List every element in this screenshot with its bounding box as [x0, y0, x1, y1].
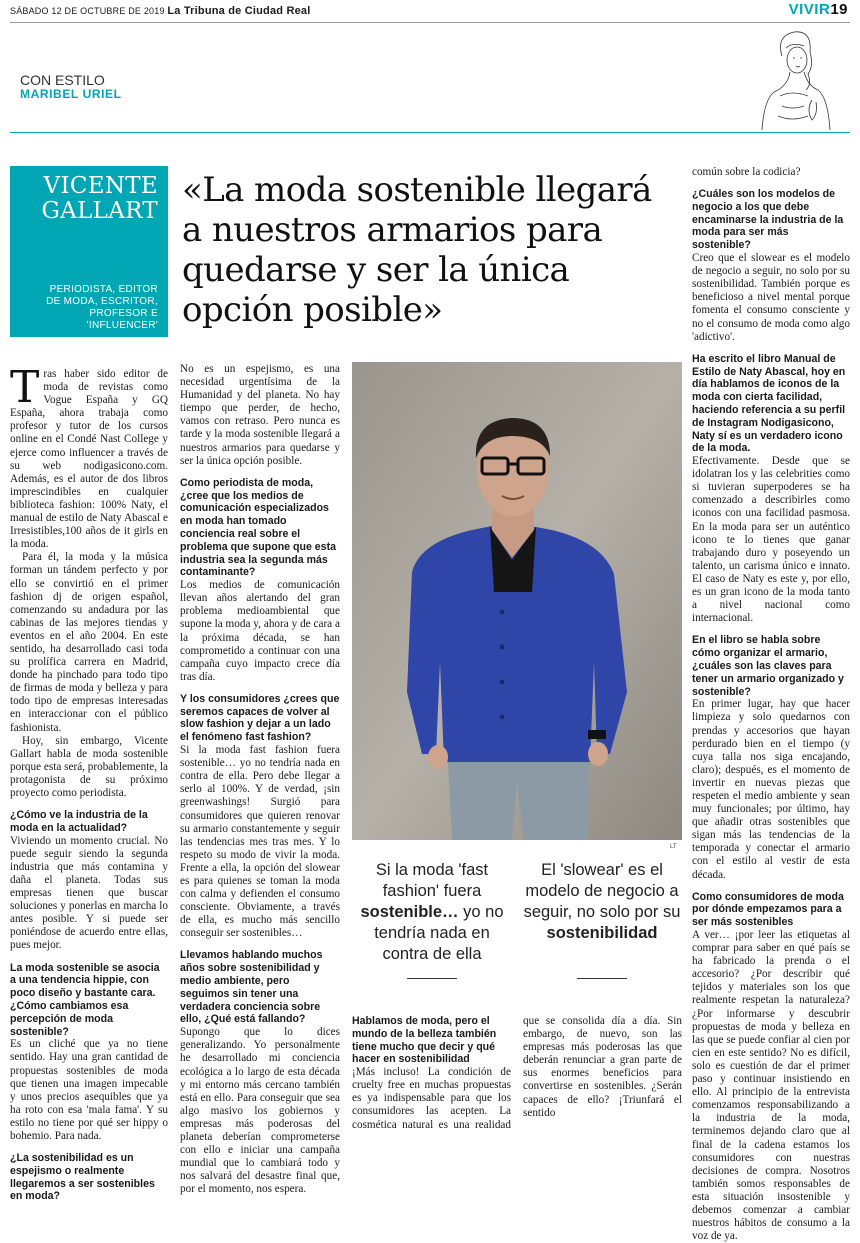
interview-answer: No es un espejismo, es una necesidad urgentísima de la Humanidad y del planeta. No hay tiempo que perder, de hecho, vamos con retraso. Pero nunca es tarde y la moda sostenible llegará a nuestros armarios para quedarse y ser la única opción posible. [180, 363, 340, 467]
top-divider [10, 22, 850, 23]
interview-answer: Es un cliché que ya no tiene sentido. Hay una gran cantidad de propuestas sostenibles de moda que tienen una imagen impecable y unos precios asequibles que ya ha roto con esa 'mala fama'. Y su estilo no tiene por qué ser hippy o bohemio. Para nada. [10, 1038, 168, 1142]
column-header [10, 26, 850, 132]
pull-quote-divider [407, 978, 457, 979]
interviewee-role [46, 284, 158, 332]
article-column-2 [180, 363, 340, 1196]
interview-answer: ¡Más incluso! La condición de cruelty free en muchas propuestas es ya indispensable para que los consumidores las acepten. La cosmética natural es una realidad que se consolida día a día. Sin embargo, de nuevo, son las empresas más poderosas las que deberán renunciar a gran parte de sus enormes beneficios para convertirse en sostenibles. ¿Serán capaces de ello? ¡Triunfará el sentido [352, 1015, 682, 1131]
pull-quote-emphasis: sostenibilidad [546, 924, 658, 942]
interviewee-name [42, 174, 159, 224]
role-line: PROFESOR E [89, 308, 158, 319]
interview-question: ¿La sostenibilidad es un espejismo o realmente llegaremos a ser sostenibles en moda? [10, 1152, 155, 1203]
interview-answer: Los medios de comunicación llevan años alertando del gran problema medioambiental que supone la moda y, ahora y de cara a la próxima década, se han comprometido a continuar con una campaña cuyo impacto crece día tras día. [180, 579, 340, 683]
interview-question: La moda sostenible se asocia a una tendencia hippie, con poco diseño y bastante cara. ¿Cómo cambiamos esa percepción de moda sostenible? [10, 961, 160, 1038]
interviewee-profile [10, 166, 168, 337]
issue-date: SÁBADO 12 DE OCTUBRE DE 2019 [10, 6, 165, 16]
role-line: DE MODA, ESCRITOR, [46, 296, 158, 307]
pull-quote-text: yo no tendría nada en contra de ella [374, 903, 504, 963]
pull-quote [352, 860, 512, 965]
body-paragraph: Hoy, sin embargo, Vicente Gallart habla de moda sostenible porque esta será, probablemente, la protagonista de su próximo proyecto como periodista. [10, 734, 168, 799]
column-kicker: CON ESTILO [20, 72, 105, 88]
newspaper-name: La Tribuna de Ciudad Real [167, 5, 311, 17]
body-paragraph: Para él, la moda y la música forman un tándem perfecto y por ello se convirtió en el primer fashion dj de origen español, comenzando su andadura por las cabinas de las mejores tiendas y eventos en el año 2004. En este sentido, ha desarrollado casi toda su prolífica carrera en Madrid, donde ha pinchado para todo tipo de firmas de moda y belleza y para todo tipo de empresas interesadas en interaccionar con el público fashionista. [10, 551, 168, 734]
pull-quote-text: Si la moda 'fast fashion' fuera [375, 861, 489, 900]
column-author: MARIBEL URIEL [20, 87, 122, 101]
role-line: PERIODISTA, EDITOR [49, 284, 158, 295]
name-line: VICENTE [43, 173, 158, 199]
interview-answer: En primer lugar, hay que hacer limpieza y solo quedarnos con prendas y accesorios que hayan perdurado bien en el tiempo (y cuya talla nos siga encajando, claro); después, es el momento de invertir en nuevas piezas que respeten el medio ambiente y sean muy funcionales; por último, hay que añadir otras sostenibles que sigan más las tendencias de la temporada y conectar el armario con el estilo al vestir de esta década. [692, 698, 850, 881]
drop-cap: T [10, 362, 40, 413]
header-divider [10, 132, 850, 133]
interview-answer: Creo que el slowear es el modelo de negocio a seguir, no solo por su sostenibilidad. También porque es beneficioso a nivel mental porque fomenta el consumo consciente y no el consumo de moda como algo 'adictivo'. [692, 252, 850, 343]
interview-question: ¿Cuáles son los modelos de negocio a los que debe encaminarse la industria de la moda para ser más sostenible? [692, 188, 844, 252]
interview-answer: Viviendo un momento crucial. No puede seguir siendo la segunda industria que más contamina y daña el planeta. Todas sus empresas tienen que buscar soluciones y ponerlas en marcha lo antes posible. Y si puede ser poniéndose de acuerdo entre ellas, pues mejor. [10, 834, 168, 952]
interview-answer: Si la moda fast fashion fuera sostenible… yo no tendría nada en contra de ella. Pero debe llegar a serlo al 100%. Y de verdad, ¡sin greenwashings! Surgió para consumidores que quieren renovar su armario constantemente y seguir las tendencias mes tras mes. Y lo respeto su modo de vivir la moda. Frente a ella, la opción del slowear es para quienes se toman la moda con calma y defienden el consumo consciente. Obviamente, a través de ella, es mucho más sencillo conseguir ser sostenibles… [180, 744, 340, 940]
interview-question: Como consumidores de moda por dónde empezamos para a ser más sostenibles [692, 890, 844, 929]
page-number: 19 [830, 1, 848, 18]
interview-answer: A ver… ¡por leer las etiquetas al comprar para saber en qué país se ha fabricado la prenda o el accesorio? ¿Por describir qué tejidos y materiales son los que realmente respetan la naturaleza? ¿Por informarse y descubrir propuestas de moda y belleza en las que se puede confiar al cien por cien en este sentido? No es difícil, solo es cuestión de dar el primer paso y continuar insistiendo en ello. Al principio de la entrevista comenzamos responsabilizando a la industria de la moda, terminemos dejando claro que al final de la cadena estamos los consumidores con nuestras decisiones de compra. Nosotros también somos responsables de esta situación insostenible y debemos comenzar a cambiar nuestros hábitos de consumo a la voz de ya. [692, 929, 850, 1243]
photo-credit: LT [670, 844, 677, 850]
interview-question: Hablamos de moda, pero el mundo de la belleza también tiene mucho que decir y qué hacer en sostenibilidad [352, 1015, 497, 1066]
article-column-4 [692, 166, 850, 1243]
pull-quote-divider [577, 978, 627, 979]
interview-answer: común sobre la codicia? [692, 166, 801, 178]
pull-quote-text: El 'slowear' es el modelo de negocio a seguir, no solo por su [523, 861, 681, 921]
name-line: GALLART [41, 198, 158, 224]
interview-question: Ha escrito el libro Manual de Estilo de Naty Abascal, hoy en día hablamos de iconos de la moda con cierta facilidad, haciendo referencia a su perfil de Instagram Nodigasicono, Naty sí es un verdadero icono de la moda. [692, 352, 846, 455]
section-label [789, 1, 848, 18]
interview-question: Como periodista de moda, ¿cree que los medios de comunicación especializados en moda han tomado conciencia real sobre el problema que supone que esta industria sea la segunda más contaminante? [180, 476, 336, 579]
masthead-date-line [10, 5, 311, 17]
interview-question: ¿Cómo ve la industria de la moda en la actualidad? [10, 809, 148, 834]
article-column-1 [10, 362, 168, 1203]
interview-answer: Efectivamente. Desde que se idolatran los y las celebrities como si tuvieran superpoderes se ha comenzado a describirles como iconos con una facilidad pasmosa. En la moda para ser un auténtico icono te lo tienes que ganar trabajando duro y poseyendo un talento, un carisma único e innato. El caso de Naty es este y, por ello, es un gran icono de la moda tanto a nivel nacional como internacional. [692, 455, 850, 625]
pull-quote [522, 860, 682, 944]
article-column-3 [352, 1015, 682, 1132]
interview-question: Llevamos hablando muchos años sobre sostenibilidad y medio ambiente, pero seguimos sin tener una verdadera conciencia sobre ello, ¿Qué está fallando? [180, 949, 323, 1026]
interviewee-photo [352, 362, 682, 840]
author-sketch-icon [752, 26, 832, 130]
role-line: 'INFLUENCER' [86, 320, 158, 331]
portrait-illustration [352, 362, 682, 840]
article-headline: «La moda sostenible llegará a nuestros armarios para quedarse y ser la única opción posible» [182, 170, 652, 330]
interview-question: Y los consumidores ¿crees que seremos capaces de volver al slow fashion y dejar a un lado el fenómeno fast fashion? [180, 692, 340, 744]
interview-question: En el libro se habla sobre cómo organizar el armario, ¿cuáles son las claves para tener un armario organizado y sostenible? [692, 634, 844, 698]
interview-answer: Supongo que lo dices generalizando. Yo personalmente he desarrollado mi conciencia ecológica a lo largo de esta década y mi entorno más cercano también está en ello. Para conseguir que sea algo masivo los gobiernos y empresas más poderosas del planeta deberían comprometerse con ello e iniciar una campaña mundial que lo cambiará todo y nos salvará del desastre final que, por el momento, nos espera. [180, 1026, 340, 1196]
masthead [0, 0, 860, 22]
section-name: VIVIR [788, 1, 831, 18]
pull-quote-emphasis: sostenible… [360, 903, 459, 921]
intro-paragraph: ras haber sido editor de moda de revistas como Vogue España y GQ España, ahora trabaja como profesor y tutor de los cursos online en el Condé Nast College y ejerce como influencer a través de su web nodigasicono.com. Además, es el autor de dos libros imprescindibles en cualquier biblioteca fashion: 100% Naty, el manual de estilo de Naty Abascal e Irresistibles,100 años de it girls en la moda. [10, 368, 168, 551]
